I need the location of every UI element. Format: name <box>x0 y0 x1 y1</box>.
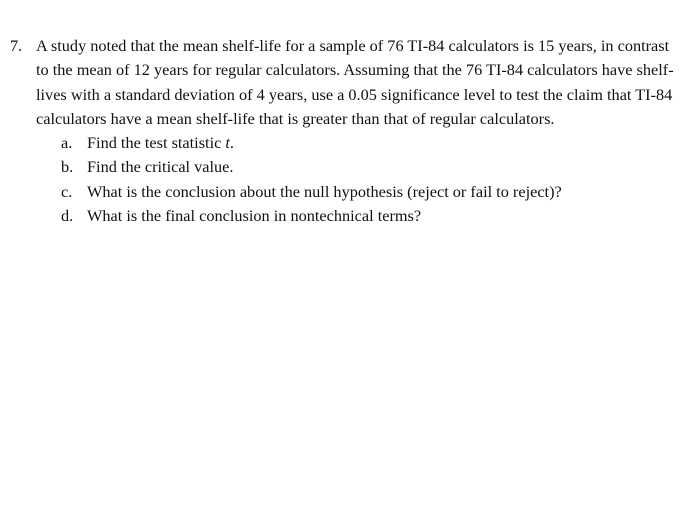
sub-question-letter: c. <box>61 181 73 201</box>
sub-question-list <box>0 131 700 228</box>
sub-question-text: What is the final conclusion in nontechnical terms? <box>87 206 422 226</box>
sub-question-text: What is the conclusion about the null hypothesis (reject or fail to reject)? <box>87 181 562 201</box>
sub-question-punctuation: . <box>229 133 234 153</box>
problem-stem <box>0 34 700 131</box>
problem-text: A study noted that the mean shelf-life for a sample of 76 TI-84 calculators is 15 years, in contrast to the mean of 12 years for regular calculators. Assuming that the 76 TI-84 calculators have shelf-lives with a standard deviation of 4 years, use a 0.05 significance level to test the claim that TI-84 calculators have a mean shelf-life that is greater than that of regular calculators. <box>36 36 674 128</box>
sub-question-text: Find the test statistic <box>87 133 226 153</box>
sub-question-a <box>0 131 700 155</box>
sub-question-d <box>0 204 700 228</box>
problem-7 <box>0 34 700 228</box>
sub-question-letter: a. <box>61 133 73 153</box>
problem-number: 7. <box>10 36 23 55</box>
sub-question-b <box>0 155 700 179</box>
sub-question-c <box>0 180 700 204</box>
sub-question-letter: d. <box>61 206 74 226</box>
sub-question-text: Find the critical value. <box>87 157 234 177</box>
sub-question-letter: b. <box>61 157 74 177</box>
test-statistic-symbol: t <box>225 133 230 153</box>
